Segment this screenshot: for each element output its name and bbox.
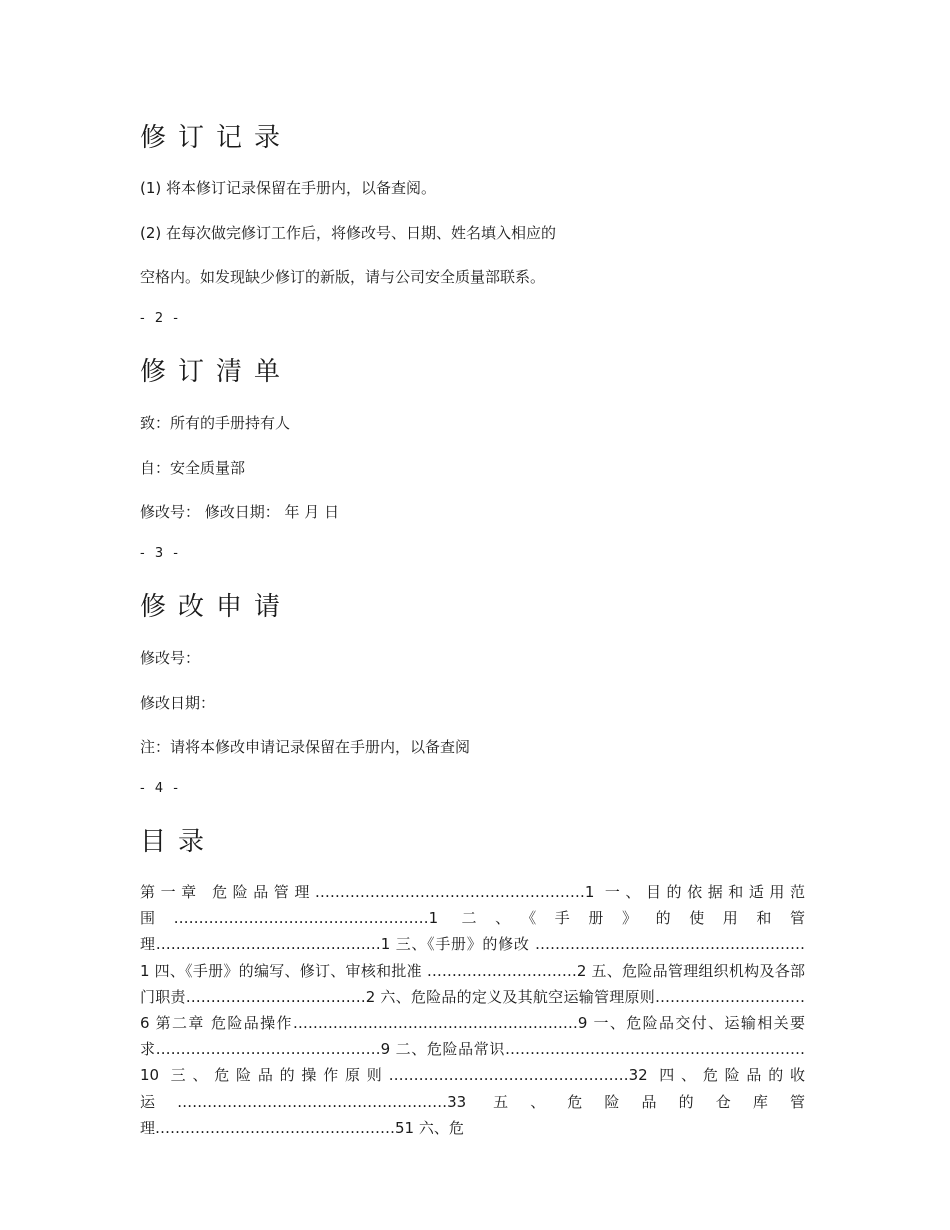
table-of-contents: 第一章 危险品管理………………………………………………1 一、目的依据和适用范围……………………………………………1 二、《手册》的使用和管理………………………………………1 三、《手册》的修改 ………………………………………………1 四、《手册》的编写、修订、审核和批准 …………………………2 五、危险品管理组织机构及各部门职责………………………………2 六、危险品的定义及其航空运输管理原则…………………………6 第二章 危险品操作…………………………………………………9 一、危险品交付、运输相关要求………………………………………9 二、危险品常识……………………………………………………10 三、危险品的操作原则…………………………………………32 四、危险品的收运………………………………………………33 五、危险品的仓库管理…………………………………………51 六、危 bbox=[140, 883, 805, 1137]
page-number: - 4 - bbox=[140, 781, 181, 796]
revision-record-title: 修订记录 bbox=[140, 123, 293, 153]
revision-list-from: 自：安全质量部 bbox=[140, 459, 246, 477]
revision-request-date: 修改日期： bbox=[140, 694, 216, 712]
contents-title: 目录 bbox=[140, 827, 217, 857]
revision-record-line-1: (1) 将本修订记录保留在手册内，以备查阅。 bbox=[140, 179, 437, 197]
revision-request-note: 注：请将本修改申请记录保留在手册内，以备查阅 bbox=[140, 738, 471, 756]
revision-request-title: 修改申请 bbox=[140, 592, 293, 622]
revision-list-title: 修订清单 bbox=[140, 357, 293, 387]
revision-list-number-date: 修改号： 修改日期： 年 月 日 bbox=[140, 503, 340, 521]
revision-record-line-3: 空格内。如发现缺少修订的新版，请与公司安全质量部联系。 bbox=[140, 268, 546, 286]
page-number: - 3 - bbox=[140, 546, 181, 561]
revision-record-line-2: (2) 在每次做完修订工作后，将修改号、日期、姓名填入相应的 bbox=[140, 224, 557, 242]
revision-list-to: 致：所有的手册持有人 bbox=[140, 414, 291, 432]
revision-request-number: 修改号： bbox=[140, 649, 201, 667]
page-number: - 2 - bbox=[140, 311, 181, 326]
